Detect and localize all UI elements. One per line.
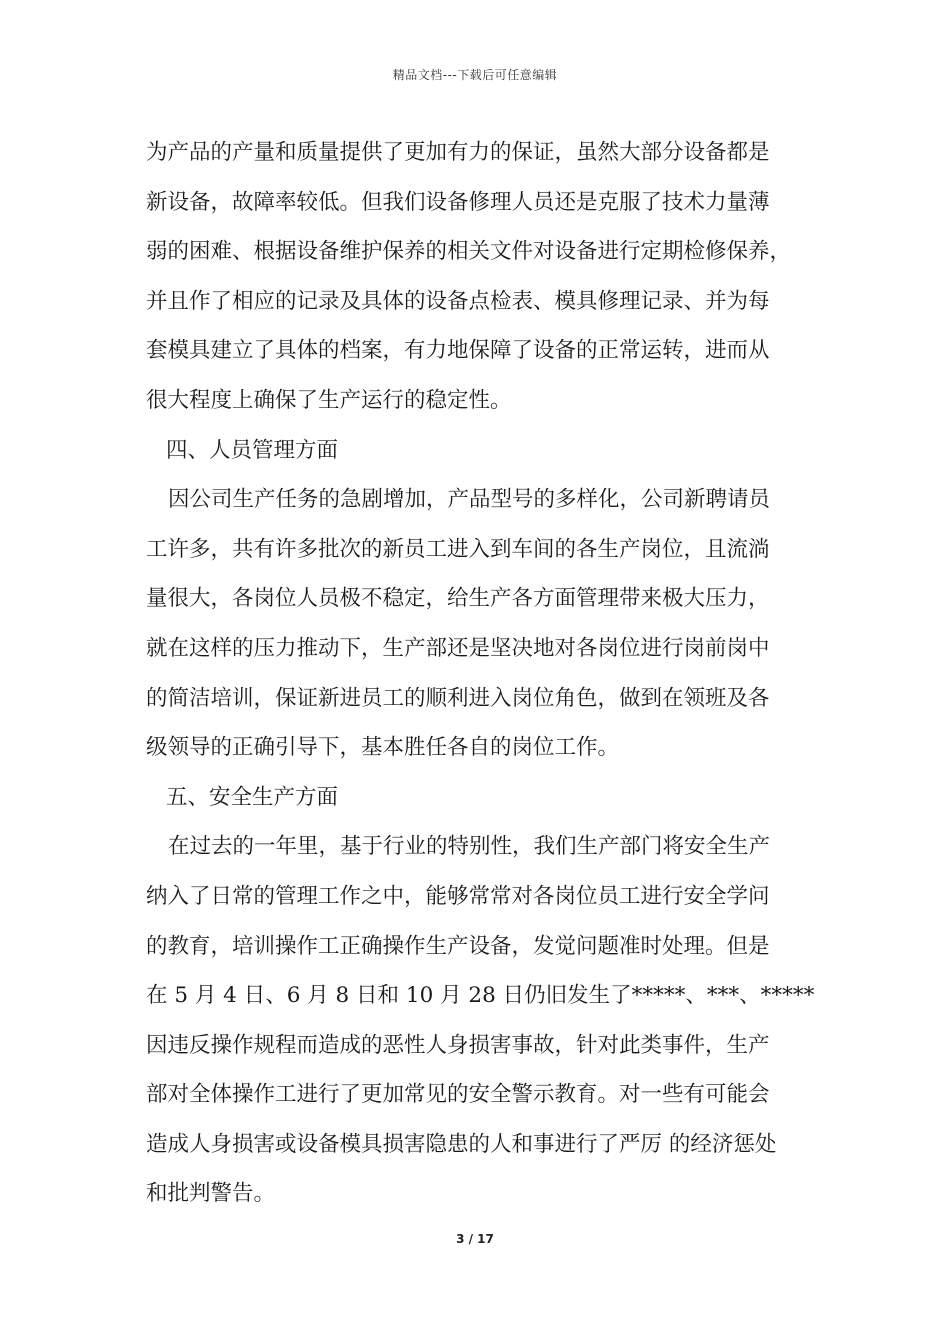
section-heading: 五、安全生产方面 <box>166 784 339 810</box>
text-line: 为产品的产量和质量提供了更加有力的保证，虽然大部分设备都是 <box>146 140 770 165</box>
text-line: 并且作了相应的记录及具体的设备点检表、模具修理记录、并为每 <box>146 288 770 314</box>
text-line: 纳入了日常的管理工作之中，能够常常对各岗位员工进行安全学问 <box>146 883 770 909</box>
text-line: 的简洁培训，保证新进员工的顺利进入岗位角色，做到在领班及各 <box>146 685 770 711</box>
paragraph-first-line: 因公司生产任务的急剧增加，产品型号的多样化，公司新聘请员 <box>168 487 771 513</box>
section-heading: 四、人员管理方面 <box>166 437 339 463</box>
document-body <box>146 128 826 1219</box>
paragraph-first-line: 在过去的一年里，基于行业的特别性，我们生产部门将安全生产 <box>168 834 771 860</box>
text-line: 弱的困难、根据设备维护保养的相关文件对设备进行定期检修保养， <box>146 239 792 265</box>
text-line: 在 5 月 4 日、6 月 8 日和 10 月 28 日仍旧发生了*****、***、***** <box>146 983 815 1009</box>
text-line: 新设备，故障率较低。但我们设备修理人员还是克服了技术力量薄 <box>146 189 770 215</box>
text-line: 级领导的正确引导下，基本胜任各自的岗位工作。 <box>146 735 620 761</box>
text-line: 工许多，共有许多批次的新员工进入到车间的各生产岗位，且流淌 <box>146 536 770 562</box>
text-line: 量很大，各岗位人员极不稳定，给生产各方面管理带来极大压力， <box>146 586 770 612</box>
page-number: 3 / 17 <box>456 1232 494 1246</box>
text-line: 很大程度上确保了生产运行的稳定性。 <box>146 387 512 413</box>
text-line: 造成人身损害或设备模具损害隐患的人和事进行了严厉 的经济惩处 <box>146 1131 777 1157</box>
text-line: 套模具建立了具体的档案，有力地保障了设备的正常运转，进而从 <box>146 338 770 364</box>
text-line: 部对全体操作工进行了更加常见的安全警示教育。对一些有可能会 <box>146 1082 770 1108</box>
text-line: 的教育，培训操作工正确操作生产设备，发觉问题准时处理。但是 <box>146 933 770 959</box>
text-line: 和批判警告。 <box>146 1181 276 1207</box>
page-header: 精品文档---下载后可任意编辑 <box>392 68 558 82</box>
text-line: 因违反操作规程而造成的恶性人身损害事故，针对此类事件，生产 <box>146 1032 770 1058</box>
text-line: 就在这样的压力推动下，生产部还是坚决地对各岗位进行岗前岗中 <box>146 635 770 661</box>
